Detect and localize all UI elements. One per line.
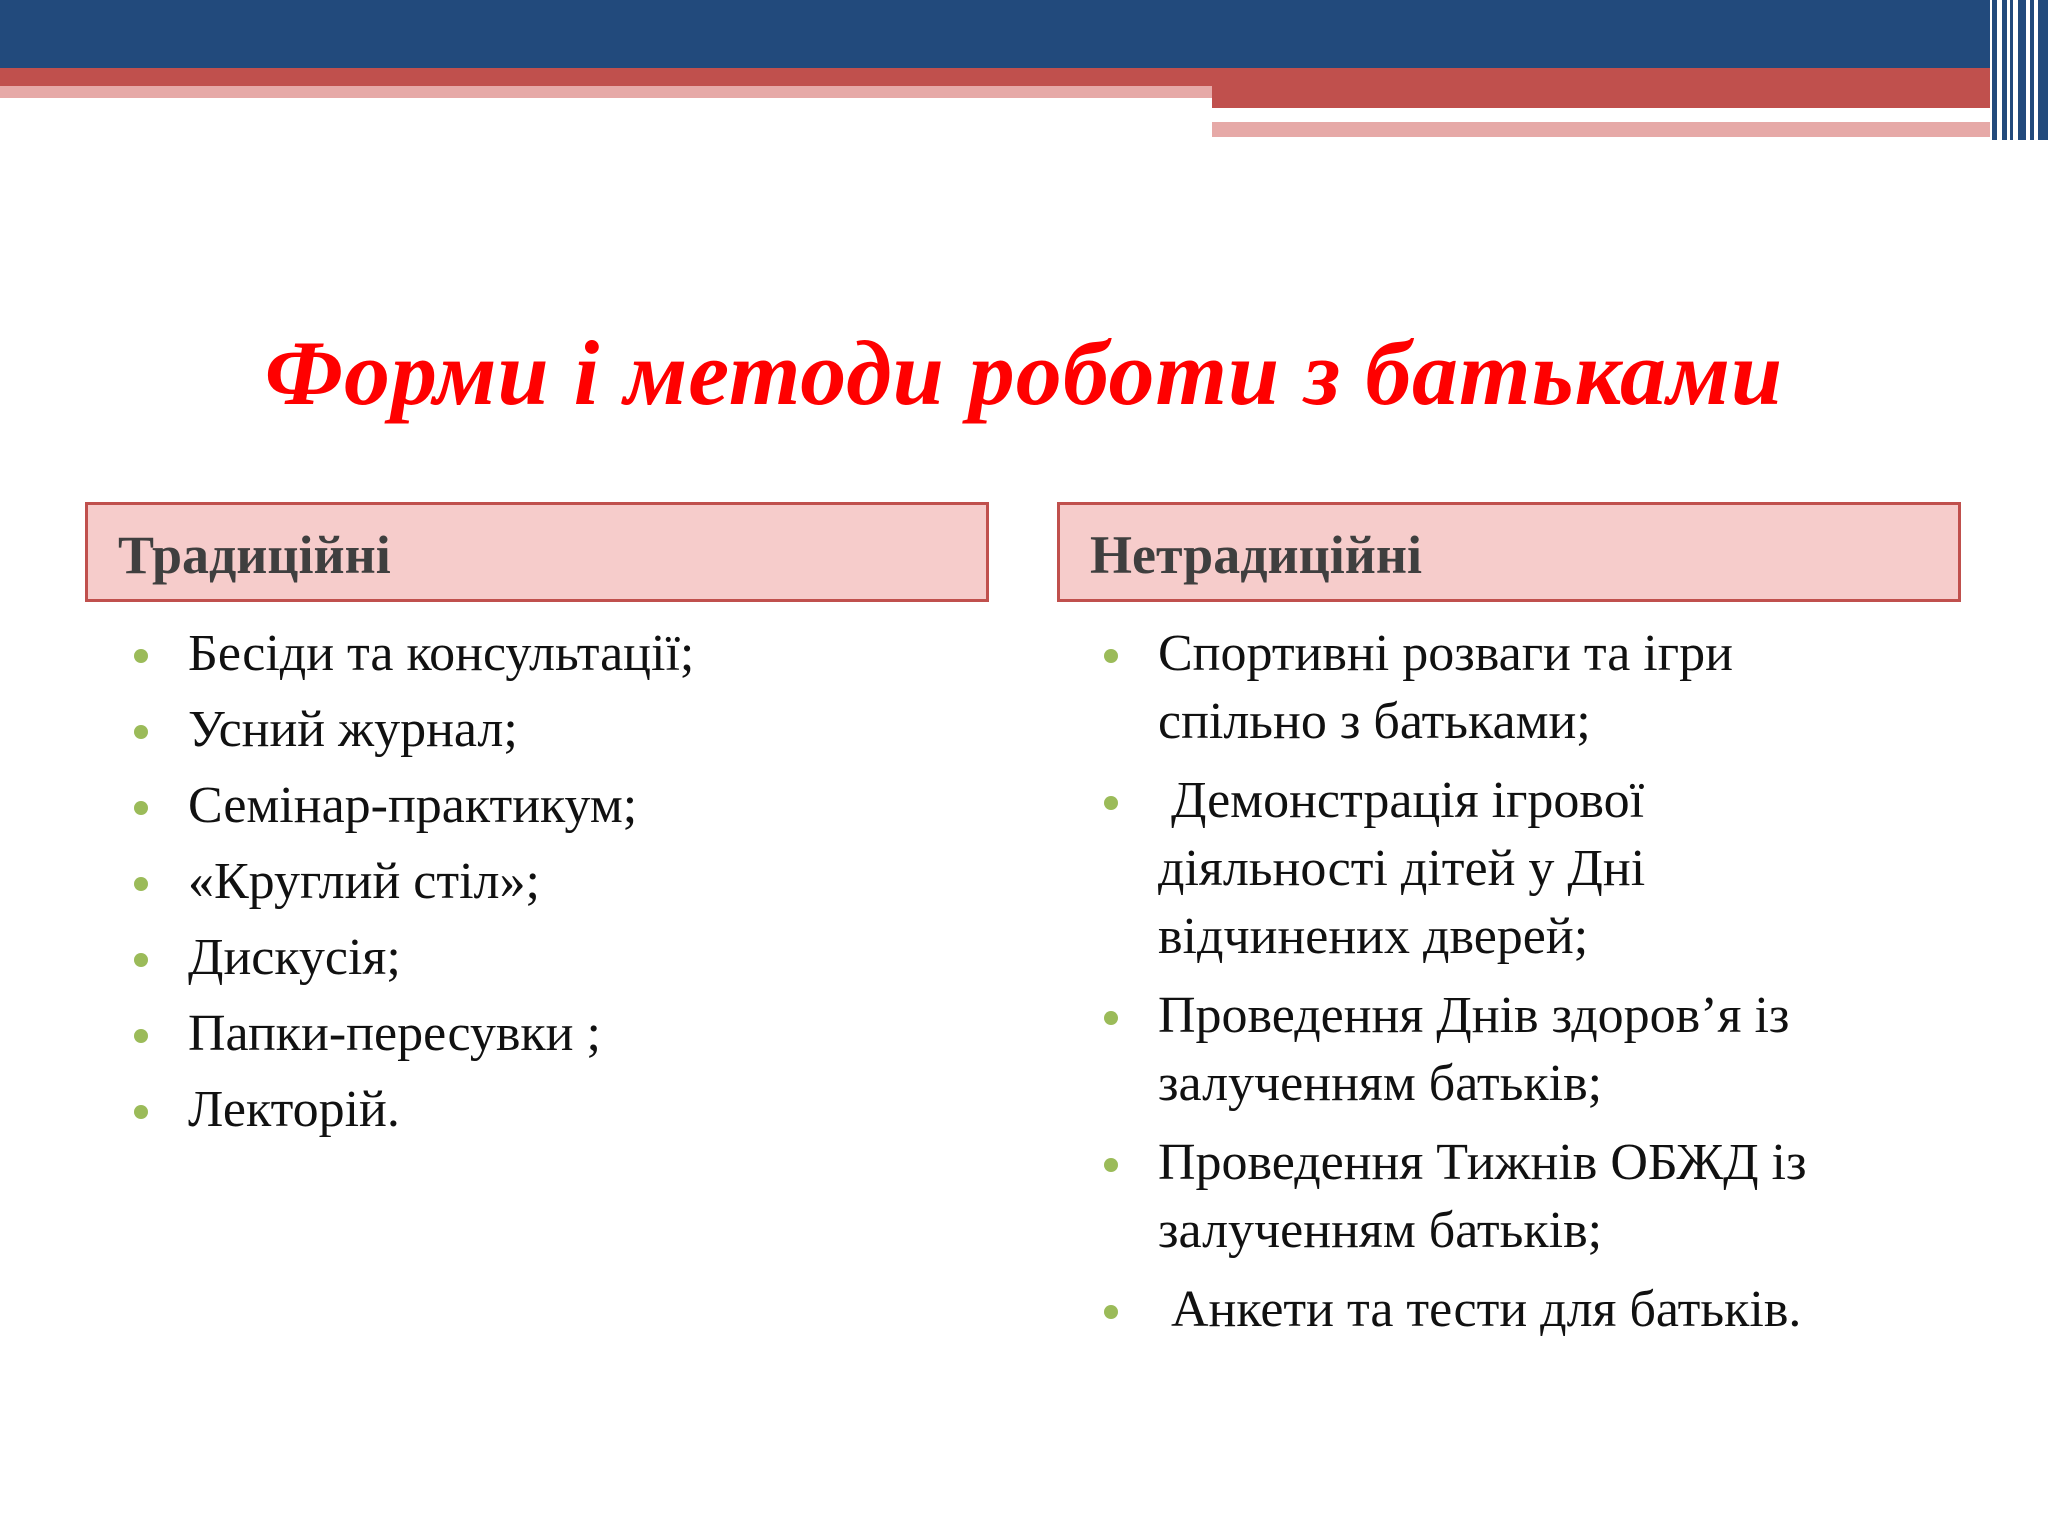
bullet-icon (134, 801, 148, 815)
list-item: Проведення Днів здоров’я із залученням батьків; (1100, 982, 1938, 1118)
list-item: Семінар-практикум; (130, 772, 1030, 840)
list-item: Папки-пересувки ; (130, 1000, 1030, 1068)
list-item: «Круглий стіл»; (130, 848, 1030, 916)
bullet-icon (134, 649, 148, 663)
list-item: Демонстрація ігрової діяльності дітей у Дні відчинених дверей; (1100, 767, 1818, 971)
top-band-line (1212, 112, 1897, 117)
top-band-pink-right (1212, 122, 1990, 137)
list-item: Дискусія; (130, 924, 1030, 992)
bullet-icon (1104, 796, 1118, 810)
bullet-icon (134, 725, 148, 739)
nontraditional-list (1100, 620, 2000, 1355)
top-band-blue (0, 0, 1990, 68)
list-item: Проведення Тижнів ОБЖД із залученням батьків; (1100, 1129, 1938, 1265)
top-band-pink (0, 86, 1212, 98)
top-band-red (0, 68, 1990, 86)
list-item: Лекторій. (130, 1076, 1030, 1144)
bullet-icon (1104, 1011, 1118, 1025)
list-item: Усний журнал; (130, 696, 1030, 764)
bullet-icon (1104, 649, 1118, 663)
traditional-list (130, 620, 1030, 1152)
corner-stripes (1990, 0, 2048, 140)
list-item: Спортивні розваги та ігри спільно з батьками; (1100, 620, 1878, 756)
bullet-icon (134, 1105, 148, 1119)
bullet-icon (134, 953, 148, 967)
list-item: Бесіди та консультації; (130, 620, 1030, 688)
traditional-header: Традиційні (85, 502, 989, 602)
nontraditional-header: Нетрадиційні (1057, 502, 1961, 602)
slide-title: Форми і методи роботи з батьками (264, 322, 1784, 424)
bullet-icon (1104, 1305, 1118, 1319)
bullet-icon (134, 1029, 148, 1043)
bullet-icon (1104, 1158, 1118, 1172)
bullet-icon (134, 877, 148, 891)
list-item: Анкети та тести для батьків. (1100, 1276, 1958, 1344)
top-band-red-right (1212, 86, 1990, 108)
